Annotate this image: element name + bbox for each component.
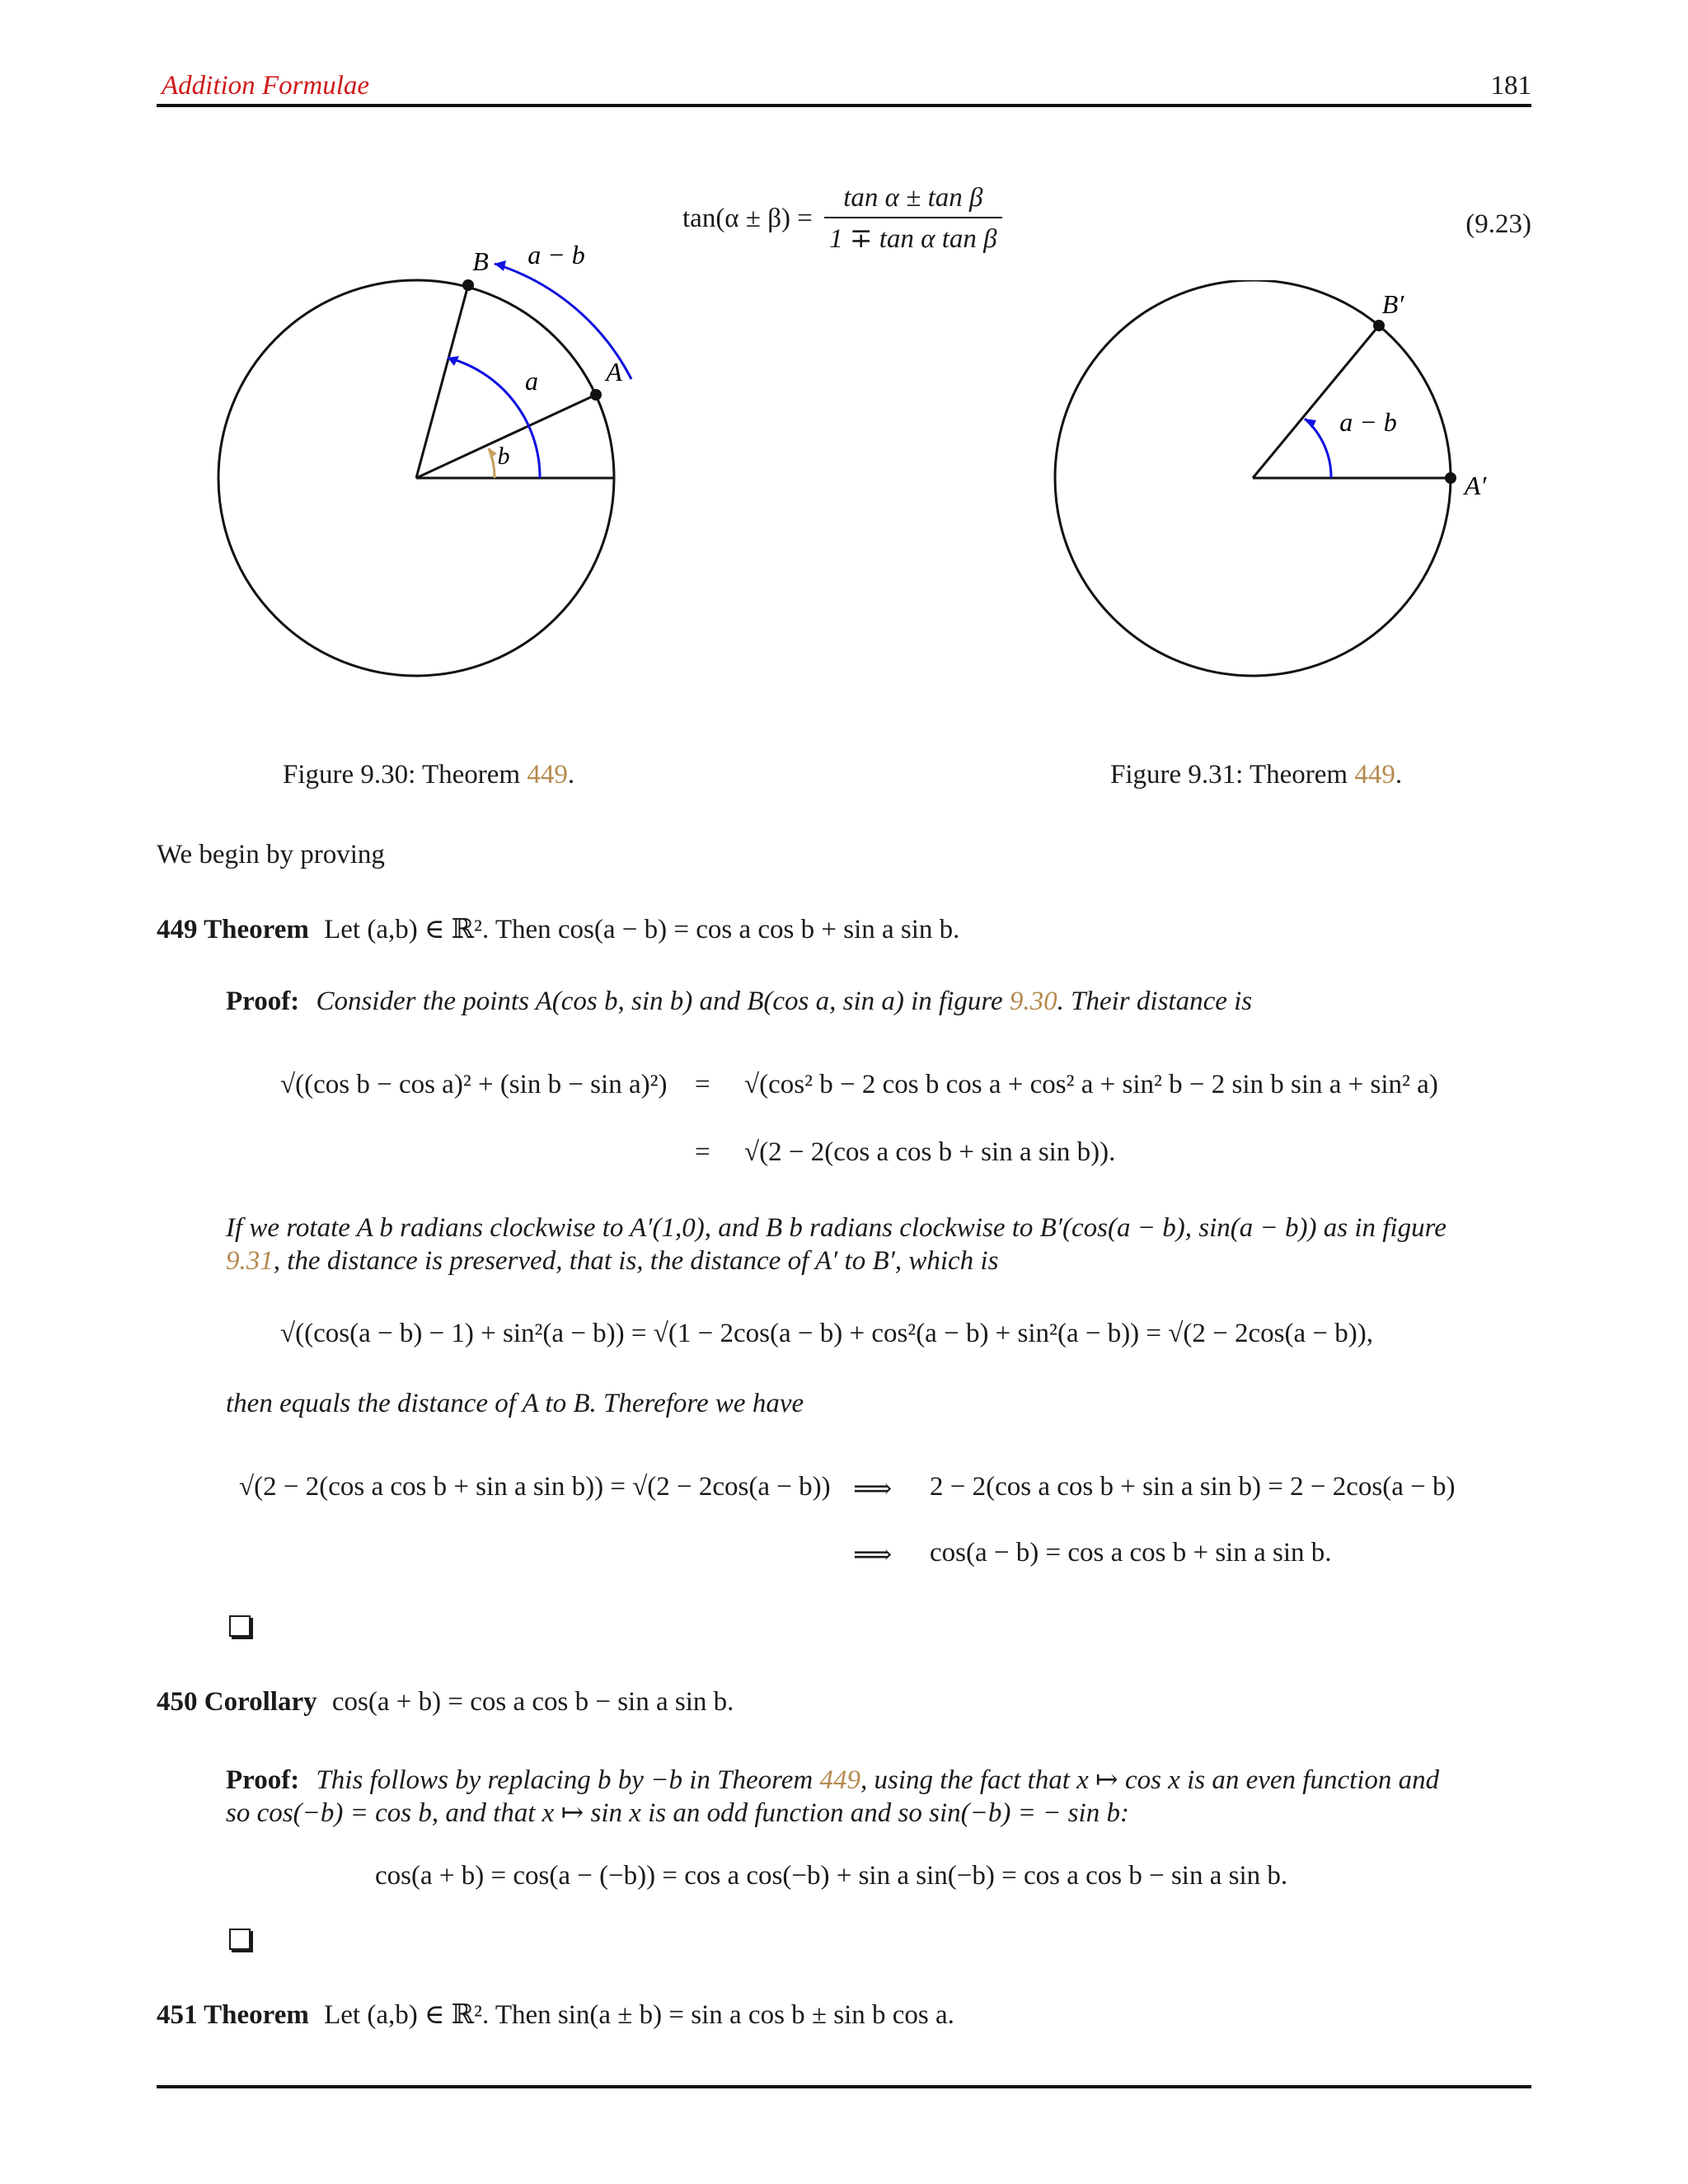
then-text: then equals the distance of A to B. Therefore we have: [226, 1389, 804, 1418]
proof-449-sentence-end: . Their distance is: [1057, 987, 1253, 1016]
proof-450-equation: cos(a + b) = cos(a − (−b)) = cos a cos(−b) + sin a sin(−b) = cos a cos b − sin a sin b.: [375, 1861, 1288, 1891]
distance-lhs: √((cos b − cos a)² + (sin b − sin a)²): [280, 1070, 668, 1099]
implies-2: ⟹: [853, 1540, 893, 1570]
arc-a-minus-b-931-arrowhead: [1305, 419, 1316, 429]
caption-9-31: [1110, 758, 1402, 791]
distance-rhs-1: √(cos² b − 2 cos b cos a + cos² a + sin² b − 2 sin b sin a + sin² a): [744, 1070, 1438, 1099]
intro-text: We begin by proving: [157, 840, 385, 869]
caption-9-30-suffix: .: [567, 760, 575, 790]
theorem-449: [157, 913, 959, 946]
proof-449-sentence: Consider the points A(cos b, sin b) and B(cos a, sin a) in figure: [316, 987, 1010, 1016]
label-a: a: [525, 366, 538, 396]
rotate-text-end: , the distance is preserved, that is, the distance of A′ to B′, which is: [273, 1246, 999, 1276]
theorem-451-label: 451 Theorem: [157, 2000, 309, 2030]
corollary-450-statement: cos(a + b) = cos a cos b − sin a sin b.: [331, 1687, 734, 1717]
theorem-449-statement: Let (a,b) ∈ ℝ². Then cos(a − b) = cos a cos b + sin a sin b.: [324, 915, 960, 944]
equation-9-23: [682, 183, 1002, 255]
caption-9-30: [283, 758, 574, 791]
label-Ap: A′: [1464, 471, 1487, 500]
rotation-equation: √((cos(a − b) − 1) + sin²(a − b)) = √(1 − 2cos(a − b) + cos²(a − b) + sin²(a − b)) = √(2 − 2cos(a − b)),: [280, 1319, 1373, 1348]
qed-square-450: [229, 1929, 251, 1950]
theorem-449-label: 449 Theorem: [157, 915, 309, 944]
arc-a-minus-b-931: [1305, 419, 1331, 478]
caption-9-30-text: Figure 9.30: Theorem: [283, 760, 528, 790]
proof-450-text: This follows by replacing b by −b in Theorem: [316, 1765, 820, 1795]
proof-450-ref[interactable]: 449: [819, 1765, 860, 1795]
distance-eq-1: =: [695, 1070, 710, 1099]
header-rule: [157, 104, 1531, 107]
point-Bp: [1373, 320, 1385, 331]
eq-9-23-numerator: tan α ± tan β: [824, 183, 1002, 218]
distance-eq-2: =: [695, 1137, 710, 1167]
proof-449-line-1: [226, 985, 1252, 1018]
arc-a-minus-b-arrowhead: [495, 260, 506, 271]
qed-square-449: [229, 1615, 251, 1637]
proof-450-label: Proof:: [226, 1765, 300, 1795]
rotate-ref-931[interactable]: 9.31: [226, 1246, 274, 1276]
label-Bp: B′: [1381, 289, 1404, 319]
footer-rule: [157, 2085, 1531, 2088]
proof-450-line-1: [226, 1764, 1512, 1797]
radius-Bp: [1253, 326, 1379, 478]
proof-449-ref-930[interactable]: 9.30: [1009, 987, 1057, 1016]
running-title: Addition Formulae: [162, 71, 370, 101]
rotate-text: If we rotate A b radians clockwise to A′(1,0), and B b radians clockwise to B′(cos(a − b), sin(a − b)) as in figure: [226, 1213, 1447, 1243]
proof-450-line-2: so cos(−b) = cos b, and that x ↦ sin x is an odd function and so sin(−b) = − sin b:: [226, 1798, 1129, 1828]
eq-9-23-tag: (9.23): [1465, 209, 1531, 239]
proof-449-label: Proof:: [226, 987, 300, 1016]
label-B: B: [472, 246, 489, 276]
caption-9-31-ref[interactable]: 449: [1354, 760, 1395, 790]
point-Ap: [1445, 472, 1456, 484]
final-rhs-2: cos(a − b) = cos a cos b + sin a sin b.: [930, 1538, 1332, 1568]
final-lhs: √(2 − 2(cos a cos b + sin a sin b)) = √(2 − 2cos(a − b)): [239, 1472, 831, 1502]
radius-B: [416, 285, 468, 478]
label-a-minus-b-931: a − b: [1339, 407, 1397, 437]
caption-9-31-suffix: .: [1395, 760, 1403, 790]
rotate-paragraph: [226, 1212, 1495, 1277]
eq-9-23-denominator: 1 ∓ tan α tan β: [829, 224, 997, 254]
label-A: A: [606, 357, 622, 387]
implies-1: ⟹: [853, 1474, 893, 1504]
point-B: [462, 279, 474, 291]
theorem-451-statement: Let (a,b) ∈ ℝ². Then sin(a ± b) = sin a cos b ± sin b cos a.: [324, 2000, 954, 2030]
page-number: 181: [1490, 71, 1531, 101]
eq-9-23-lhs: tan(α ± β) =: [682, 204, 813, 233]
figure-9-31: [1043, 280, 1504, 709]
proof-450-text-2: , using the fact that x ↦ cos x is an even function and: [860, 1765, 1440, 1795]
label-b: b: [497, 443, 510, 470]
theorem-451: [157, 1999, 954, 2032]
caption-9-31-text: Figure 9.31: Theorem: [1110, 760, 1355, 790]
label-a-minus-b-930: a − b: [528, 240, 585, 269]
final-rhs-1: 2 − 2(cos a cos b + sin a sin b) = 2 − 2cos(a − b): [930, 1472, 1456, 1502]
corollary-450-label: 450 Corollary: [157, 1687, 317, 1717]
corollary-450: [157, 1685, 734, 1718]
figure-9-30: [206, 239, 668, 701]
distance-rhs-2: √(2 − 2(cos a cos b + sin a sin b)).: [744, 1137, 1116, 1167]
caption-9-30-ref[interactable]: 449: [527, 760, 568, 790]
point-A: [590, 389, 602, 401]
